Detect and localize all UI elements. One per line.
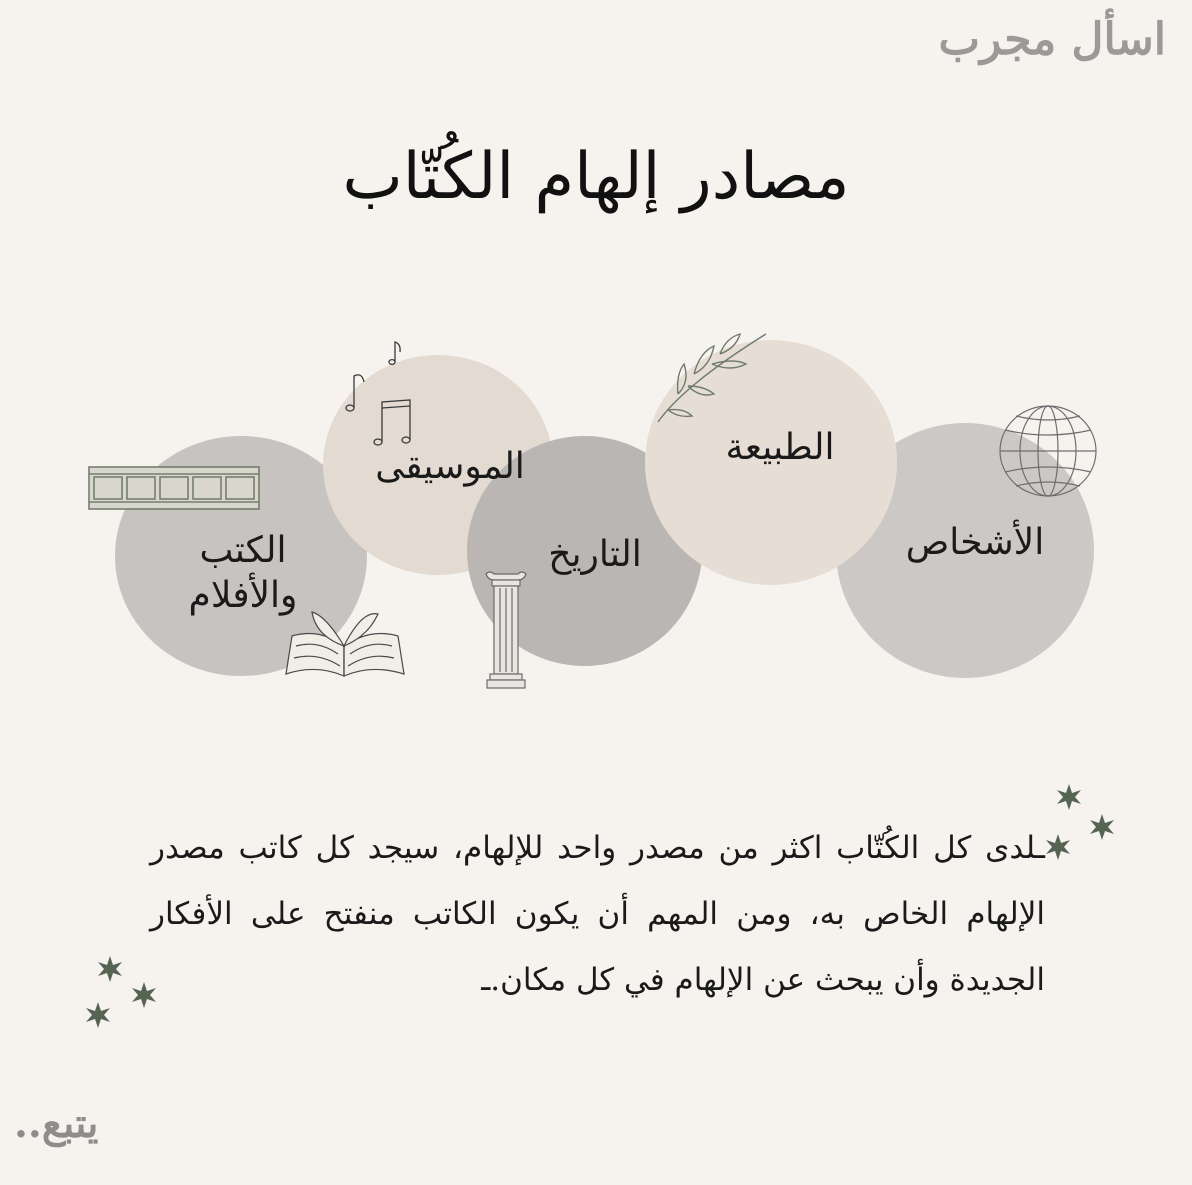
description-paragraph: ـلدى كل الكُتّاب اكثر من مصدر واحد للإلهام، سيجد كل كاتب مصدر الإلهام الخاص به، ومن المهم أن يكون الكاتب منفتح على الأفكار الجديدة وأن يبحث عن الإلهام في كل مكان.ـ	[150, 830, 1045, 998]
leaf-branch-icon	[654, 330, 774, 425]
label-nature: الطبيعة	[725, 427, 835, 468]
brand-name: اسأل مجرب	[938, 14, 1166, 65]
music-notes-icon	[340, 340, 430, 450]
label-music: الموسيقى	[375, 446, 525, 487]
star-cluster-bottom-icon	[80, 952, 160, 1036]
continued-label: يتبع..	[14, 1100, 99, 1147]
label-history: التاريخ	[548, 534, 642, 575]
label-people: الأشخاص	[905, 522, 1045, 563]
star-cluster-top-icon	[1040, 780, 1120, 870]
label-films: والأفلام	[188, 575, 298, 616]
page-title: مصادر إلهام الكُتّاب	[342, 140, 850, 214]
film-strip-icon	[88, 466, 260, 510]
label-books-films	[138, 528, 348, 618]
globe-icon	[996, 402, 1100, 500]
column-icon	[484, 570, 528, 690]
label-books: الكتب	[199, 530, 287, 571]
